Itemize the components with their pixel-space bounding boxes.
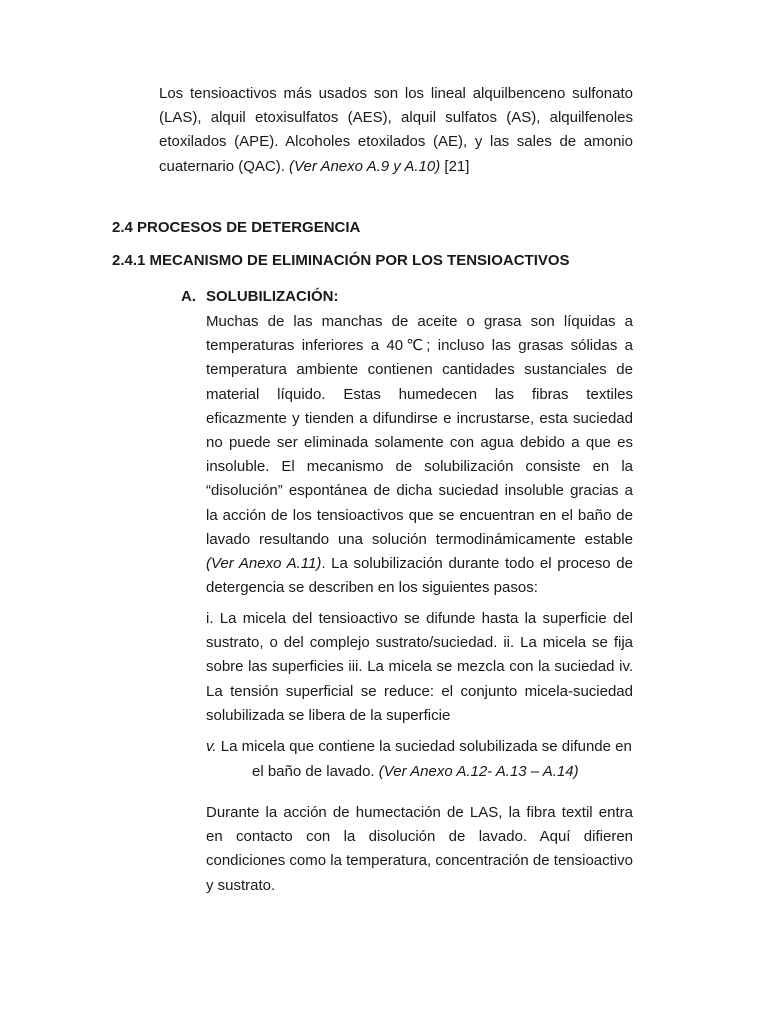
solubilization-text-tail: . La solubilización durante todo el proceso de detergencia se describen en los siguientes pasos: <box>206 555 633 597</box>
intro-paragraph <box>159 82 633 179</box>
solubilization-heading <box>181 287 339 307</box>
intro-text: Los tensioactivos más usados son los lineal alquilbenceno sulfonato (LAS), alquil etoxisulfatos (AES), alquil sulfatos (AS), alquilfenoles etoxilados (APE). Alcoholes etoxilados (AE), y las sales de amonio cuaternario (QAC). <box>159 85 633 175</box>
solubilization-steps: i. La micela del tensioactivo se difunde hasta la superficie del sustrato, o del complejo sustrato/suciedad. ii. La micela se fija sobre las superficies iii. La micela se mezcla con la suciedad iv. La tensión superficial se reduce: el conjunto micela-suciedad solubilizada se libera de la superficie <box>206 610 633 724</box>
solubilization-text: Muchas de las manchas de aceite o grasa son líquidas a temperaturas inferiores a 40℃; incluso las grasas sólidas a temperatura ambiente contienen cantidades sustanciales de material líquido. Estas humedecen las fibras textiles eficazmente y tienden a difundirse e incrustarse, esta suciedad no puede ser eliminada solamente con agua debido a que es insoluble. El mecanismo de solubilización consiste en la “disolución” espontánea de dicha suciedad insoluble gracias a la acción de los tensioactivos que se encuentran en el baño de lavado resultando una solución termodinámicamente estable <box>206 313 633 548</box>
section-heading: 2.4 PROCESOS DE DETERGENCIA <box>112 219 361 236</box>
step-v-text-cont: el baño de lavado. <box>252 763 379 780</box>
subsection-heading: 2.4.1 MECANISMO DE ELIMINACIÓN POR LOS TENSIOACTIVOS <box>112 252 570 269</box>
intro-citation: [21] <box>440 157 470 175</box>
intro-annex-reference: (Ver Anexo A.9 y A.10) <box>289 157 441 175</box>
solubilization-annex-reference: (Ver Anexo A.11) <box>206 555 322 573</box>
step-v-line-2 <box>252 762 579 782</box>
solubilization-paragraph <box>206 310 633 600</box>
solubilization-title: SOLUBILIZACIÓN: <box>206 288 339 305</box>
humectacion-paragraph: Durante la acción de humectación de LAS, la fibra textil entra en contacto con la disolución de lavado. Aquí difieren condiciones como la temperatura, concentración de tensioactivo y sustrato. <box>206 804 633 894</box>
step-v-marker: v. <box>206 738 217 755</box>
step-v-line-1 <box>206 737 632 757</box>
item-letter: A. <box>181 288 196 305</box>
step-v-text: La micela que contiene la suciedad solubilizada se difunde en <box>216 738 632 755</box>
step-v-annex-reference: (Ver Anexo A.12- A.13 – A.14) <box>378 763 579 780</box>
